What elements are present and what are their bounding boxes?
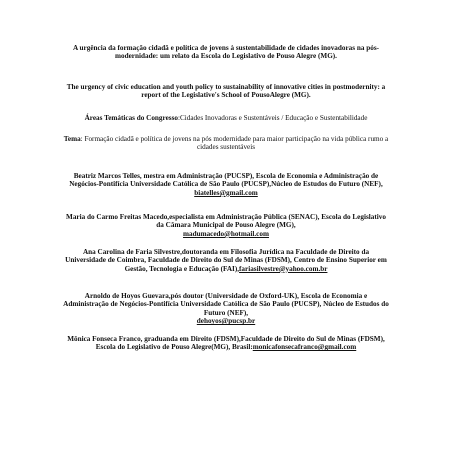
title-english: The urgency of civic education and youth policy to sustainability of innovative cities in postmodernity: a report of the Legislative's School of PousoAlegre (MG). bbox=[66, 83, 386, 100]
theme bbox=[62, 135, 390, 152]
author-3 bbox=[62, 248, 390, 273]
author-1 bbox=[62, 172, 390, 197]
thematic-areas-value: :Cidades Inovadoras e Sustentáveis / Educação e Sustentabilidade bbox=[177, 114, 368, 122]
author-4 bbox=[62, 292, 390, 326]
thematic-areas-label: Áreas Temáticas do Congresso bbox=[84, 114, 178, 122]
author-2-text: Maria do Carmo Freitas Macedo,especialista em Administração Pública (SENAC), Escola do Legislativo da Câmara Municipal de Pouso Alegre (MG), bbox=[66, 213, 386, 230]
title-portuguese: A urgência da formação cidadã e política de jovens à sustentabilidade de cidades inovadoras na pós-modernidade: um relato da Escola do Legislativo de Pouso Alegre (MG). bbox=[72, 44, 380, 61]
author-1-text: Beatriz Marcos Telles, mestra em Administração (PUCSP), Escola de Economia e Administração de Negócios-Pontifícia Universidade Católica de São Paulo (PUCSP),Núcleo de Estudos do Futuro (NEF), bbox=[69, 172, 383, 189]
author-2-email[interactable]: madumacedo@hotmail.com bbox=[183, 229, 269, 238]
author-5-email[interactable]: monicafonsecafranco@gmail.com bbox=[252, 343, 357, 352]
theme-label: Tema bbox=[63, 135, 81, 143]
author-5-text: Mônica Fonseca Franco, graduanda em Direito (FDSM),Faculdade de Direito do Sul de Minas (FDSM), Escola do Legislativo de Pouso Alegre(MG), Brasil: bbox=[67, 335, 385, 352]
author-2 bbox=[62, 213, 390, 238]
author-3-email[interactable]: fariasilvestre@yahoo.com.br bbox=[239, 264, 328, 273]
author-4-email[interactable]: dehoyos@pucsp.br bbox=[196, 317, 256, 326]
thematic-areas bbox=[62, 114, 390, 122]
theme-value: : Formação cidadã e política de jovens na pós modernidade para maior participação na vida pública rumo a cidades sustentáveis bbox=[80, 135, 389, 152]
author-1-email[interactable]: biatelles@gmail.com bbox=[194, 188, 258, 197]
author-4-text: Arnoldo de Hoyos Guevara,pós doutor (Universidade de Oxford-UK), Escola de Economia e Administração de Negócios-Pontifícia Universidade Católica de São Paulo (PUCSP), Núcleo de Estudos do Futuro (NEF), bbox=[63, 292, 389, 317]
author-5 bbox=[62, 335, 390, 352]
author-3-text: Ana Carolina de Faria Silvestre,doutoranda em Filosofia Jurídica na Faculdade de Direito da Universidade de Coimbra, Faculdade de Direito do Sul de Minas (FDSM), Centro de Ensino Superior em Gestão, Tecnologia e Educação (FAI), bbox=[65, 248, 387, 273]
